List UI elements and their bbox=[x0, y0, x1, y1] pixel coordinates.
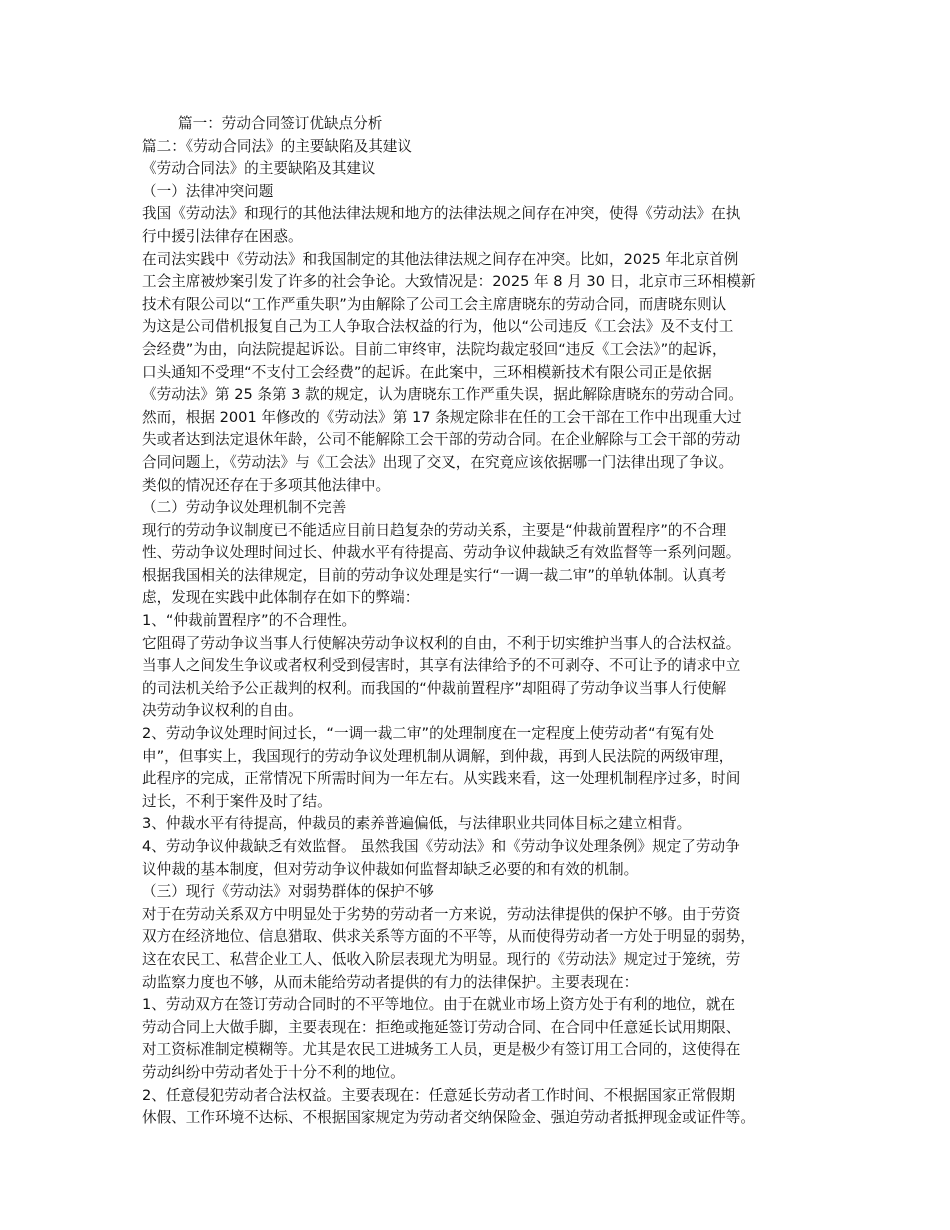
text-line: 当事人之间发生争议或者权利受到侵害时，其享有法律给予的不可剥夺、不可让予的请求中立 bbox=[142, 657, 741, 675]
text-line: 性、劳动争议处理时间过长、仲裁水平有待提高、劳动争议仲裁缺乏有效监督等一系列问题。 bbox=[142, 544, 741, 562]
text-line: （一）法律冲突问题 bbox=[142, 182, 274, 200]
document-page bbox=[142, 113, 832, 1130]
text-line: 过长，不利于案件及时了结。 bbox=[142, 792, 332, 810]
text-line: 劳动合同上大做手脚，主要表现在：拒绝或拖延签订劳动合同、在合同中任意延长试用期限、 bbox=[142, 1018, 741, 1036]
text-line: 类似的情况还存在于多项其他法律中。 bbox=[142, 476, 391, 494]
text-line: 双方在经济地位、信息猎取、供求关系等方面的不平等，从而使得劳动者一方处于明显的弱势， bbox=[142, 928, 755, 946]
text-line: 对工资标准制定模糊等。尤其是农民工进城务工人员，更是极少有签订用工合同的，这使得在 bbox=[142, 1041, 741, 1059]
text-line: （二）劳动争议处理机制不完善 bbox=[142, 499, 347, 517]
text-line: 它阻碍了劳动争议当事人行使解决劳动争议权利的自由，不利于切实维护当事人的合法权益。 bbox=[142, 634, 741, 652]
text-line: 2、劳动争议处理时间过长，“一调一裁二审”的处理制度在一定程度上使劳动者“有冤有处 bbox=[142, 725, 714, 743]
text-line: 议仲裁的基本制度，但对劳动争议仲裁如何监督却缺乏必要的和有效的机制。 bbox=[142, 860, 639, 878]
text-line: 休假、工作环境不达标、不根据国家规定为劳动者交纳保险金、强迫劳动者抵押现金或证件等。 bbox=[142, 1109, 755, 1127]
text-line: 合同问题上，《劳动法》与《工会法》出现了交叉，在究竟应该依据哪一门法律出现了争议。 bbox=[142, 453, 734, 471]
text-line: 为这是公司借机报复自己为工人争取合法权益的行为，他以“公司违反《工会法》及不支付工 bbox=[142, 318, 734, 336]
text-line: 现行的劳动争议制度已不能适应目前日趋复杂的劳动关系，主要是“仲裁前置程序”的不合理 bbox=[142, 521, 727, 539]
text-line: 申”，但事实上，我国现行的劳动争议处理机制从调解，到仲裁，再到人民法院的两级审理， bbox=[142, 747, 734, 765]
text-line: 决劳动争议权利的自由。 bbox=[142, 702, 303, 720]
text-line: 2、任意侵犯劳动者合法权益。主要表现在：任意延长劳动者工作时间、不根据国家正常假期 bbox=[142, 1086, 736, 1104]
text-line: 技术有限公司以“工作严重失职”为由解除了公司工会主席唐晓东的劳动合同，而唐晓东则认 bbox=[142, 295, 727, 313]
text-line: 1、劳动双方在签订劳动合同时的不平等地位。由于在就业市场上资方处于有利的地位，就在 bbox=[142, 996, 736, 1014]
text-line: 4、劳动争议仲裁缺乏有效监督。 虽然我国《劳动法》和《劳动争议处理条例》规定了劳动争 bbox=[142, 838, 740, 855]
text-line: 这在农民工、私营企业工人、低收入阶层表现尤为明显。现行的《劳动法》规定过于笼统，劳 bbox=[142, 950, 741, 968]
text-line: 1、“仲裁前置程序”的不合理性。 bbox=[142, 612, 357, 630]
text-line: 此程序的完成，正常情况下所需时间为一年左右。从实践来看，这一处理机制程序过多，时间 bbox=[142, 770, 741, 788]
text-line: 我国《劳动法》和现行的其他法律法规和地方的法律法规之间存在冲突，使得《劳动法》在执 bbox=[142, 205, 741, 223]
text-line: （三）现行《劳动法》对弱势群体的保护不够 bbox=[142, 883, 434, 901]
text-line: 在司法实践中《劳动法》和我国制定的其他法律法规之间存在冲突。比如，2025 年北京首例 bbox=[142, 250, 739, 268]
text-line: 劳动纠纷中劳动者处于十分不利的地位。 bbox=[142, 1063, 405, 1081]
text-line: 虑，发现在实践中此体制存在如下的弊端： bbox=[142, 589, 420, 607]
document-title-line: 篇一：劳动合同签订优缺点分析 bbox=[178, 115, 383, 132]
text-line: 《劳动合同法》的主要缺陷及其建议 bbox=[142, 160, 376, 178]
text-line: 然而，根据 2001 年修改的《劳动法》第 17 条规定除非在任的工会干部在工作中出现重大过 bbox=[142, 408, 742, 426]
text-line: 篇二：《劳动合同法》的主要缺陷及其建议 bbox=[142, 137, 412, 155]
text-line: 口头通知不受理“不支付工会经费”的起诉。在此案中，三环相模新技术有限公司正是依据 bbox=[142, 363, 712, 381]
text-line: 《劳动法》第 25 条第 3 款的规定，认为唐晓东工作严重失误，据此解除唐晓东的劳动合同。 bbox=[142, 386, 743, 404]
document-body bbox=[142, 136, 832, 1130]
text-line: 对于在劳动关系双方中明显处于劣势的劳动者一方来说，劳动法律提供的保护不够。由于劳资 bbox=[142, 905, 741, 923]
text-line: 行中援引法律存在困惑。 bbox=[142, 227, 303, 245]
text-line: 的司法机关给予公正裁判的权利。而我国的“仲裁前置程序”却阻碍了劳动争议当事人行使解 bbox=[142, 679, 727, 697]
text-line: 根据我国相关的法律规定，目前的劳动争议处理是实行“一调一裁二审”的单轨体制。认真考 bbox=[142, 566, 727, 584]
text-line: 3、仲裁水平有待提高，仲裁员的素养普遍偏低，与法律职业共同体目标之建立相背。 bbox=[142, 815, 692, 833]
text-line: 动监察力度也不够，从而未能给劳动者提供的有力的法律保护。主要表现在： bbox=[142, 973, 639, 991]
text-line: 失或者达到法定退休年龄，公司不能解除工会干部的劳动合同。在企业解除与工会干部的劳动 bbox=[142, 431, 741, 449]
text-line: 会经费”为由，向法院提起诉讼。目前二审终审，法院均裁定驳回“违反《工会法》”的起诉， bbox=[142, 340, 727, 358]
text-line: 工会主席被炒案引发了许多的社会争论。大致情况是：2025 年 8 月 30 日，北京市三环相模新 bbox=[142, 273, 756, 291]
